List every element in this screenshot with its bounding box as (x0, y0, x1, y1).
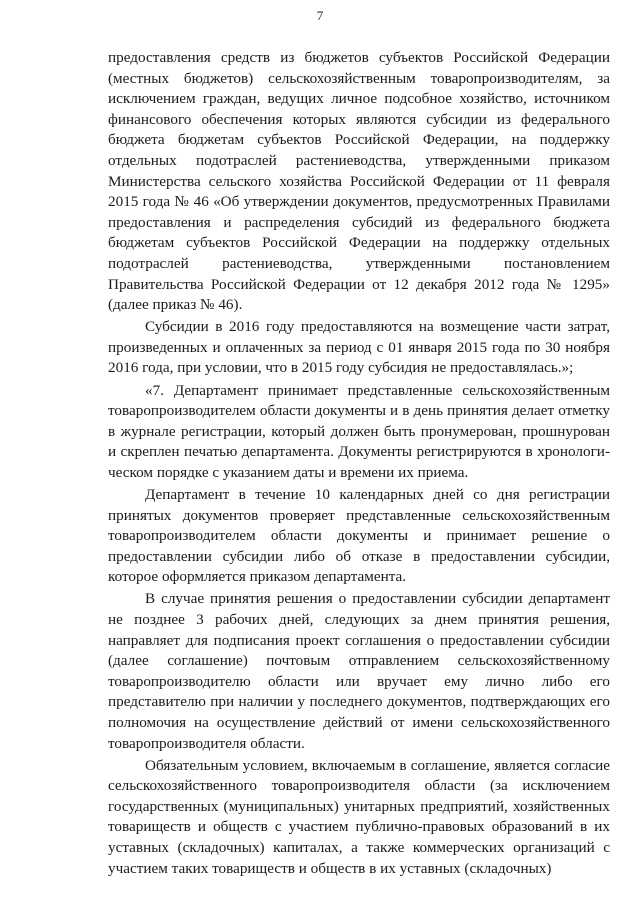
page-number: 7 (316, 8, 324, 23)
paragraph-subsidy-period: Субсидии в 2016 году предоставляются на возмещение части затрат, произведенных и оплаченных за период с 01 января 2015 года по 30 ноября 2016 года, при условии, что в 2015 году субсидия не предоставлялась.»; (108, 318, 610, 377)
paragraph-agreement-sending: В случае принятия решения о предоставлении субсидии департамент не позднее 3 рабочих дней, следующих за днем принятия решения, направляет для подписания проект соглашения о предоставлении субсидии (далее соглашение) почтовым отправлением сельскохозяйственному товаропроизводителю области или вручает ему лично либо его представителю при наличии у последнего документов, подтверждающих его полномочия на осуществление действий от имени сельскохозяйственного товаропроизводителя области. (108, 590, 610, 752)
paragraph-continuation: предоставления средств из бюджетов субъектов Российской Федерации (местных бюджетов) сельскохозяйственным товаропроизводителям, за исключением граждан, ведущих личное подсобное хозяйство, источником финансового обеспечения которых являются субсидии из федерального бюджета бюджетам субъектов Российской Федерации, на поддержку отдельных подотраслей растениеводства, утвержденными приказом Министерства сельского хозяйства Российской Федерации от 11 февраля 2015 года № 46 «Об утверждении документов, предусмотренных Правилами предоставления и распределения субсидий из федерального бюджета бюджетам субъектов Российской Федерации на поддержку отдельных подотраслей растениеводства, утвержденными постановлением Правительства Российской Федерации от 12 декабря 2012 года № 1295» (далее приказ № 46). (108, 49, 610, 314)
paragraph-item-7: «7. Департамент принимает представленные сельскохозяйственным товаропроизводителем области документы и в день принятия делает отметку в журнале регистрации, который должен быть пронумерован, прошнурован и скреплен печатью департамента. Документы регистрируются в хронологическом порядке с указанием даты и времени их приема. (108, 381, 610, 481)
document-body (108, 48, 610, 879)
paragraph-mandatory-condition: Обязательным условием, включаемым в соглашение, является согласие сельскохозяйственного товаропроизводителя области (за исключением государственных (муниципальных) унитарных предприятий, хозяйственных товариществ и обществ с участием публично-правовых образований в их уставных (складочных) капиталах, а также коммерческих организаций с участием таких товариществ и обществ в их уставных (складочных) (108, 756, 610, 877)
paragraph-document-review: Департамент в течение 10 календарных дней со дня регистрации принятых документов проверяет представленные сельскохозяйственным товаропроизводителем области документы и принимает решение о предоставлении субсидии либо об отказе в предоставлении субсидии, которое оформляется приказом департамента. (108, 485, 610, 586)
